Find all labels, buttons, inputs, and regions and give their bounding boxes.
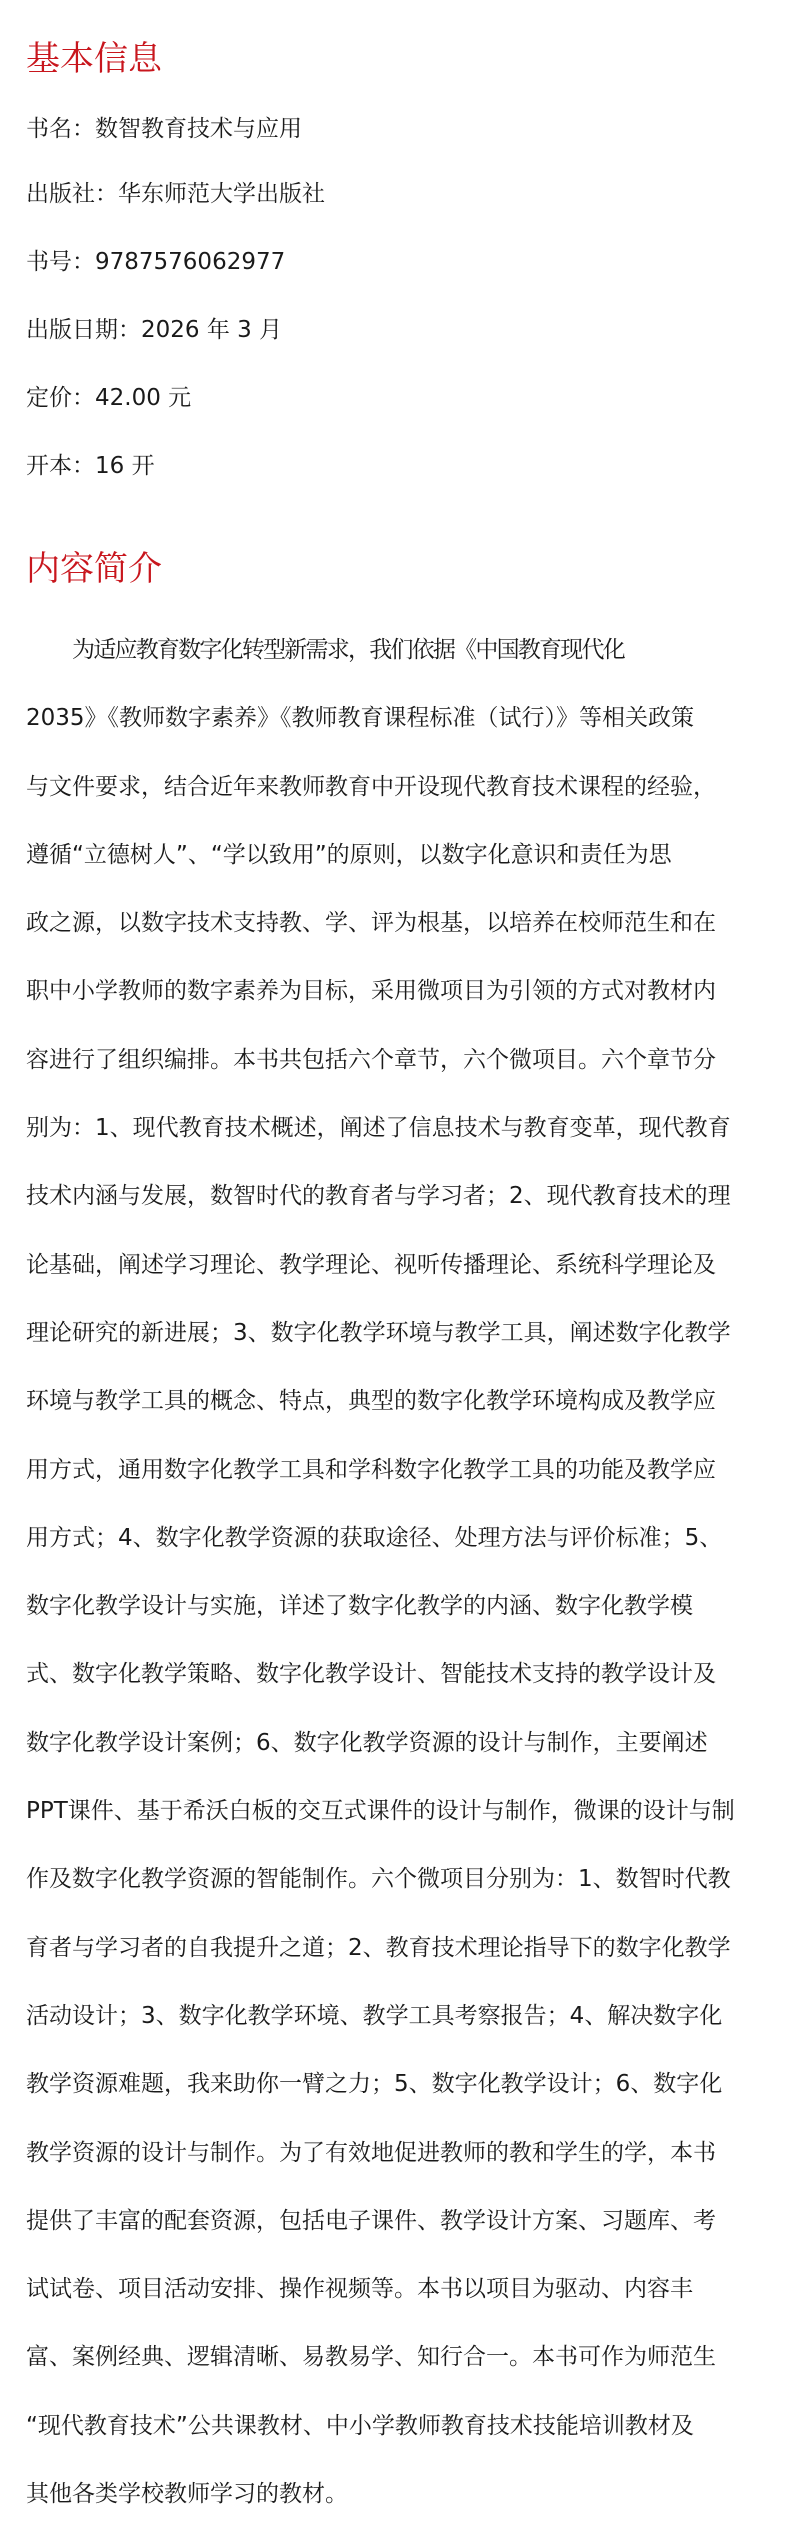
content-summary-body [26,616,764,2528]
summary-line: 教学资源的设计与制作。为了有效地促进教师的教和学生的学，本书 [26,2139,716,2166]
isbn-line [26,251,285,274]
summary-line: 为适应教育数字化转型新需求，我们依据《中国教育现代化 [72,637,625,663]
summary-line: 富、案例经典、逻辑清晰、易教易学、知行合一。本书可作为师范生 [26,2344,716,2371]
summary-line: 提供了丰富的配套资源，包括电子课件、教学设计方案、习题库、考 [26,2207,716,2234]
summary-line: 用方式，通用数字化教学工具和学科数字化教学工具的功能及教学应 [26,1456,716,1483]
isbn-value: 9787576062977 [95,249,286,275]
price-label: 定价： [26,385,95,411]
summary-line: 遵循“立德树人”、“学以致用”的原则，以数字化意识和责任为思 [26,841,672,868]
book-title-value: 数智教育技术与应用 [95,116,302,142]
summary-line: 育者与学习者的自我提升之道；2、教育技术理论指导下的数字化教学 [26,1934,731,1961]
summary-line: “现代教育技术”公共课教材、中小学教师教育技术技能培训教材及 [26,2412,694,2439]
format-value: 16 开 [95,453,155,479]
summary-line: 职中小学教师的数字素养为目标，采用微项目为引领的方式对教材内 [26,978,716,1005]
summary-line: 数字化教学设计与实施，详述了数字化教学的内涵、数字化教学模 [26,1593,693,1620]
price-line [26,387,191,410]
publisher-label: 出版社： [26,181,118,207]
isbn-label: 书号： [26,249,95,275]
book-title-label: 书名： [26,116,95,142]
summary-line: 用方式；4、数字化教学资源的获取途径、处理方法与评价标准；5、 [26,1524,723,1551]
publish-date-line [26,319,282,342]
basic-info-heading: 基本信息 [26,39,162,79]
summary-line: 式、数字化教学策略、数字化教学设计、智能技术支持的教学设计及 [26,1661,716,1688]
publish-date-value: 2026 年 3 月 [141,317,283,343]
summary-line: 环境与教学工具的概念、特点，典型的数字化教学环境构成及教学应 [26,1388,716,1415]
summary-line: 别为：1、现代教育技术概述，阐述了信息技术与教育变革，现代教育 [26,1115,731,1142]
book-title-line [26,118,302,141]
summary-line: 与文件要求，结合近年来教师教育中开设现代教育技术课程的经验， [26,773,716,800]
summary-line: 政之源，以数字技术支持教、学、评为根基，以培养在校师范生和在 [26,910,716,937]
summary-line: 试试卷、项目活动安排、操作视频等。本书以项目为驱动、内容丰 [26,2276,693,2303]
format-label: 开本： [26,453,95,479]
publisher-line [26,183,325,206]
publisher-value: 华东师范大学出版社 [118,181,325,207]
summary-line: 其他各类学校教师学习的教材。 [26,2481,348,2508]
summary-line: 数字化教学设计案例；6、数字化教学资源的设计与制作，主要阐述 [26,1729,708,1756]
publish-date-label: 出版日期： [26,317,141,343]
summary-line: 技术内涵与发展，数智时代的教育者与学习者；2、现代教育技术的理 [26,1183,731,1210]
summary-line: 容进行了组织编排。本书共包括六个章节，六个微项目。六个章节分 [26,1046,716,1073]
summary-line: 2035》《教师数字素养》《教师教育课程标准（试行）》等相关政策 [26,705,695,732]
price-value: 42.00 元 [95,385,192,411]
summary-line: 教学资源难题，我来助你一臂之力；5、数字化教学设计；6、数字化 [26,2071,723,2098]
format-line [26,455,155,478]
summary-line: PPT课件、基于希沃白板的交互式课件的设计与制作，微课的设计与制 [26,1798,735,1825]
summary-line: 活动设计；3、数字化教学环境、教学工具考察报告；4、解决数字化 [26,2002,723,2029]
summary-line: 作及数字化教学资源的智能制作。六个微项目分别为：1、数智时代教 [26,1866,731,1893]
content-summary-heading: 内容简介 [26,549,162,589]
summary-line: 理论研究的新进展；3、数字化教学环境与教学工具，阐述数字化教学 [26,1319,731,1346]
summary-line: 论基础，阐述学习理论、教学理论、视听传播理论、系统科学理论及 [26,1251,716,1278]
